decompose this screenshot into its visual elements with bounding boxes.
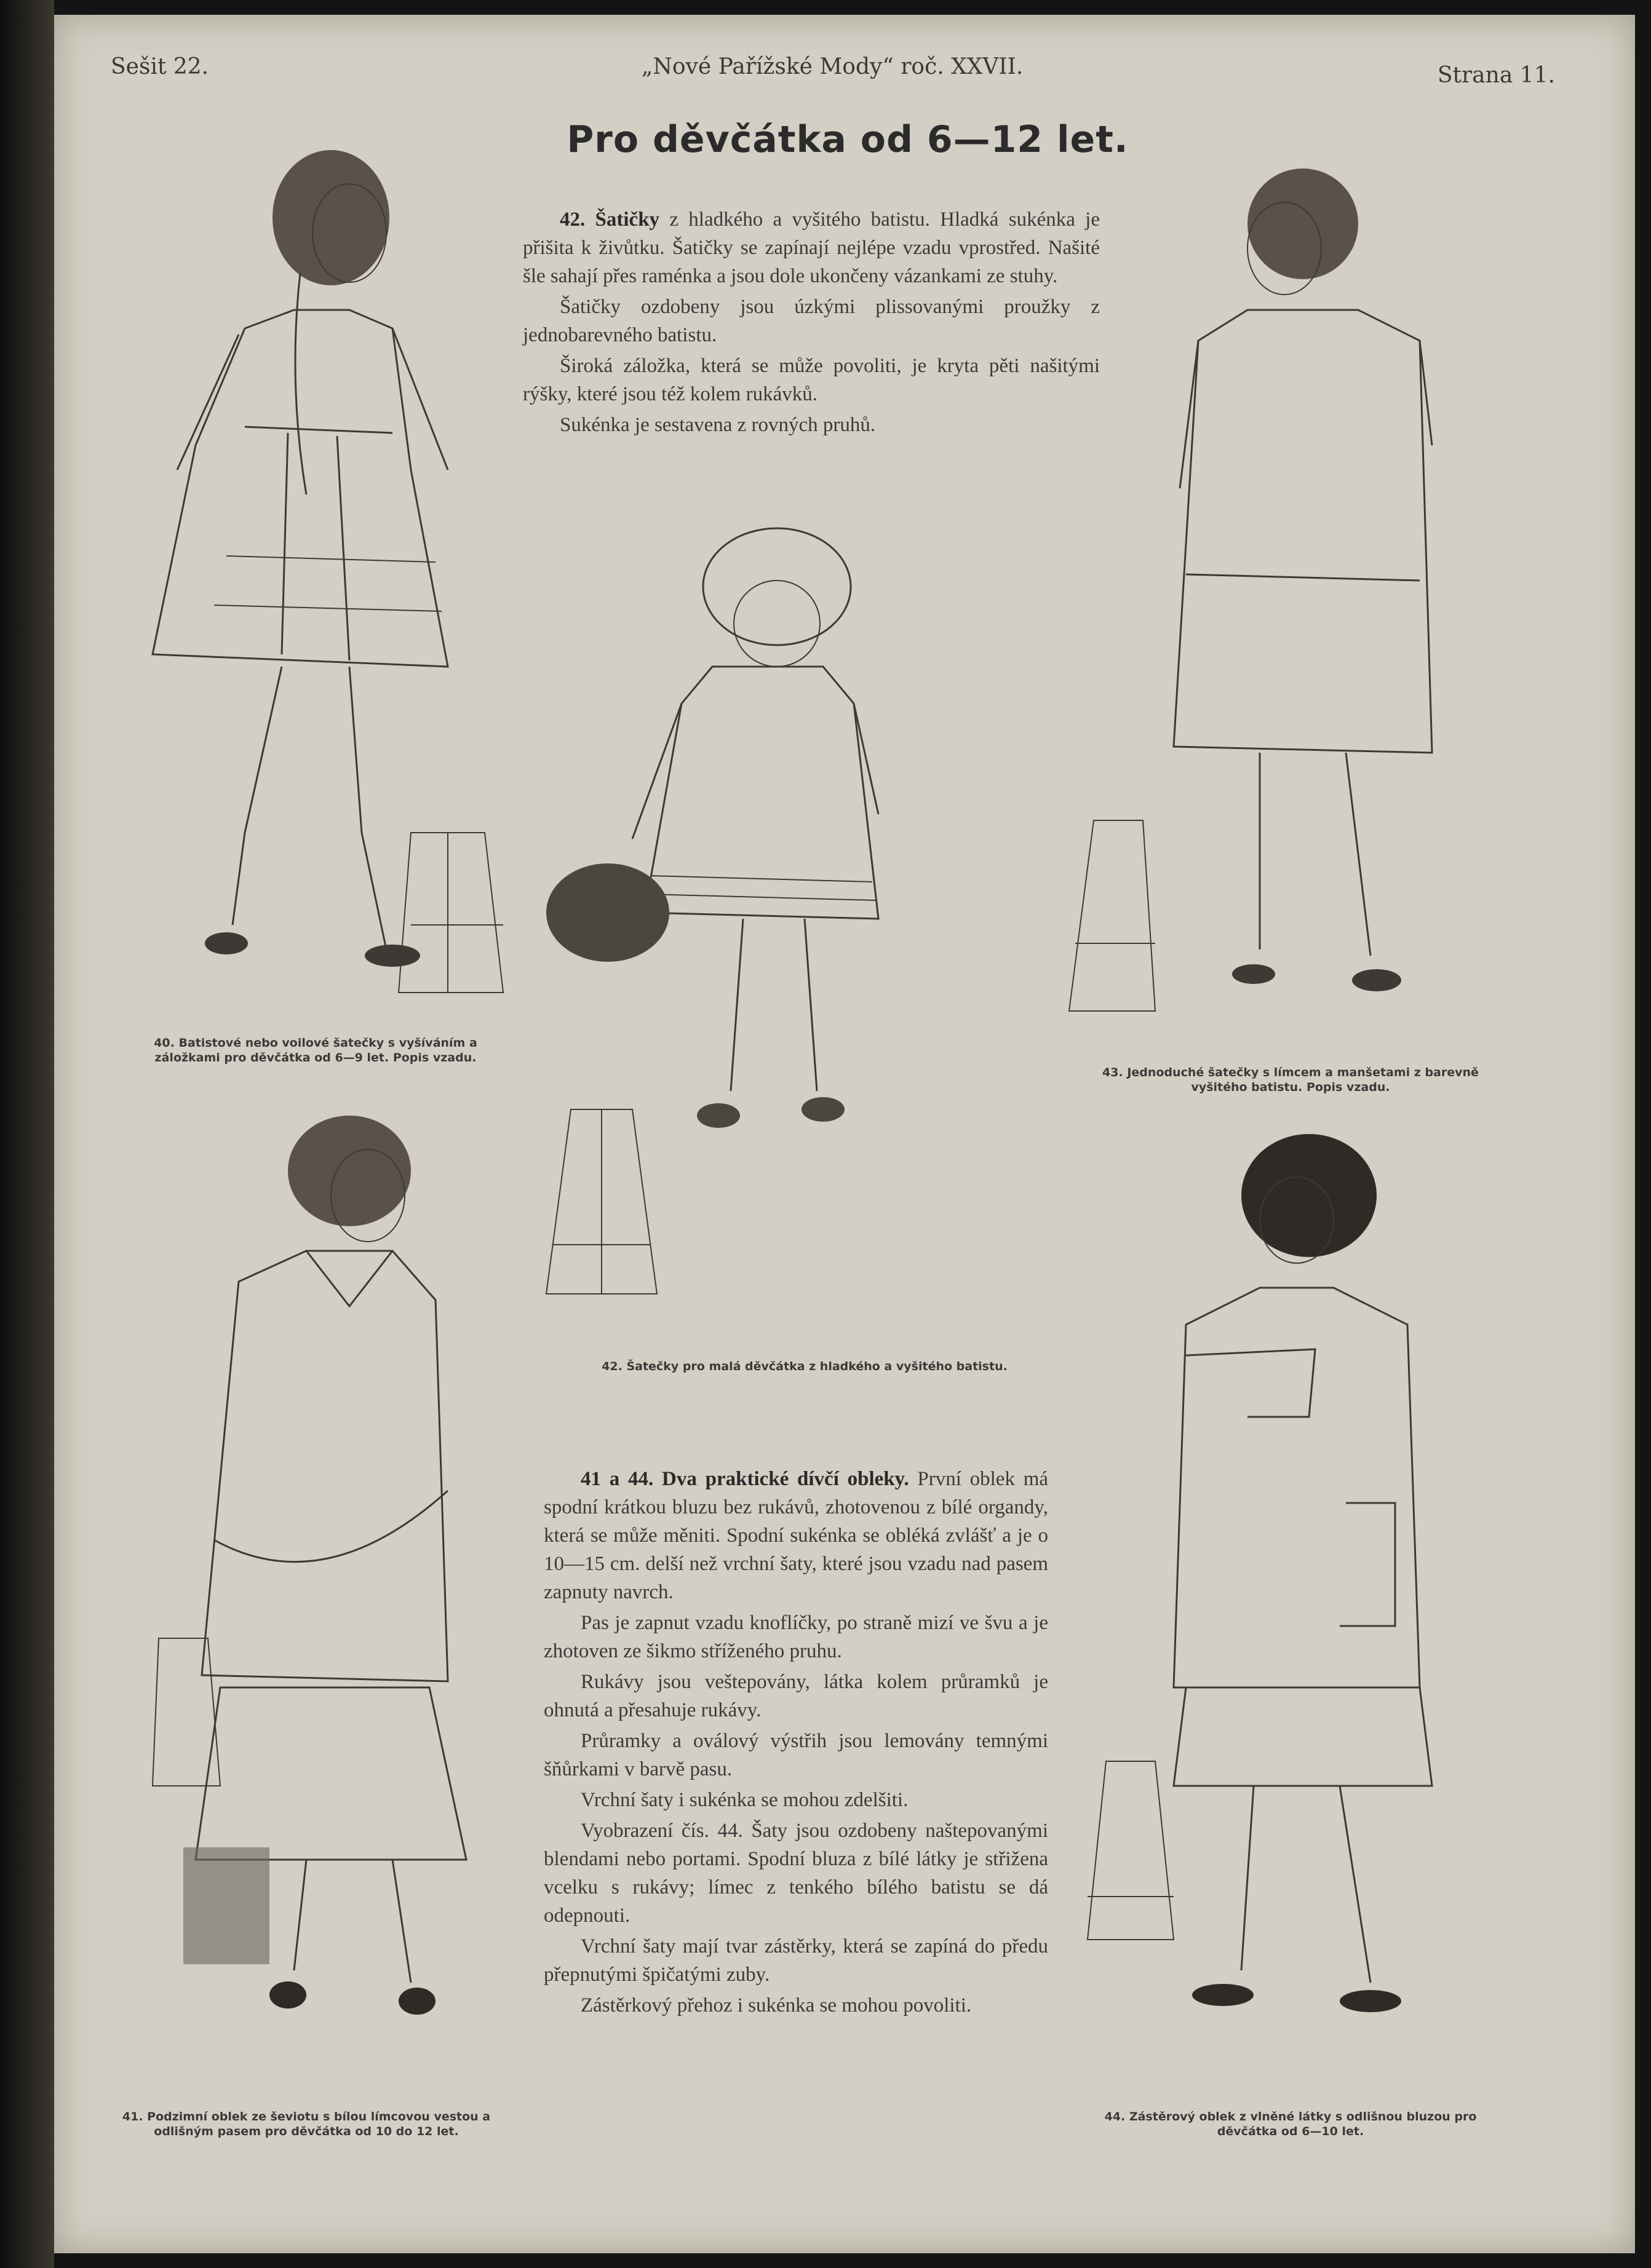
article-41-44 [544, 1465, 1048, 2022]
article-42-p2: Šatičky ozdobeny jsou úzkými plissovanými proužky z jednobarevného batistu. [523, 296, 1100, 346]
header-magazine: „Nové Pařížské Mody“ roč. XXVII. [641, 54, 1024, 79]
article-41-44-p8: Zástěrkový přehoz i sukénka se mohou povoliti. [581, 1994, 972, 2016]
article-42-heading: Šatičky [595, 208, 660, 231]
book-spine [0, 0, 54, 2268]
article-41-44-p5: Vrchní šaty i sukénka se mohou zdelšiti. [581, 1789, 909, 1811]
caption-figure-44: 44. Zástěrový oblek z vlněné látky s odlišnou bluzou pro děvčátka od 6—10 let. [1104, 2110, 1477, 2138]
article-41-44-p2: Pas je zapnut vzadu knoflíčky, po straně mizí ve švu a je zhotoven ze šikmo stříženého pruhu. [544, 1612, 1048, 1662]
header-page-number: Strana 11. [1437, 63, 1555, 88]
article-41-44-p7: Vrchní šaty mají tvar zástěrky, která se zapíná do předu přepnutými špičatými zuby. [544, 1935, 1048, 1986]
caption-figure-43: 43. Jednoduché šatečky s límcem a manšetami z barevně vyšitého batistu. Popis vzadu. [1102, 1066, 1479, 1094]
article-42-p4: Sukénka je sestavena z rovných pruhů. [560, 414, 876, 436]
figure-40-illustration [103, 125, 522, 1011]
caption-figure-41: 41. Podzimní oblek ze ševiotu s bílou límcovou vestou a odlišným pasem pro děvčátka od 10 do 12 let. [122, 2110, 491, 2138]
figure-44-illustration [1051, 1122, 1518, 2063]
article-41-44-p4: Průramky a oválový výstřih jsou lemovány temnými šňůrkami v barvě pasu. [544, 1730, 1048, 1780]
article-42-p3: Široká záložka, která se může povoliti, je kryta pěti našitými rýšky, které jsou též kolem rukávků. [523, 355, 1100, 405]
header-issue: Sešit 22. [111, 54, 209, 79]
article-42 [523, 205, 1100, 442]
article-41-44-heading: Dva praktické dívčí obleky. [662, 1468, 909, 1490]
article-42-num: 42. [560, 208, 586, 231]
figure-42-illustration [534, 519, 1008, 1331]
figure-43-illustration [1051, 156, 1518, 1029]
article-42-p1: z hladkého a vyšitého batistu. Hladká sukénka je přišita k živůtku. Šatičky se zapínají nejlépe vzadu vprostřed. Našité šle sahají přes raménka a jsou dole ukončeny vázankami ze stuhy. [523, 208, 1100, 287]
article-41-44-num: 41 a 44. [581, 1468, 654, 1490]
caption-figure-40: 40. Batistové nebo voilové šatečky s vyšíváním a záložkami pro děvčátka od 6—9 let. Popis vzadu. [154, 1036, 477, 1065]
article-41-44-p1: První oblek má spodní krátkou bluzu bez rukávů, zhotovenou z bílé organdy, která se může měniti. Spodní sukénka se obléká zvlášť a je o 10—15 cm. delší než vrchní šaty, které jsou vzadu nad pasem zapnuty navrch. [544, 1468, 1049, 1603]
article-41-44-p3: Rukávy jsou veštepovány, látka kolem průramků je ohnutá a přesahuje rukávy. [544, 1671, 1048, 1721]
magazine-page [54, 15, 1635, 2253]
article-41-44-p6: Vyobrazení čís. 44. Šaty jsou ozdobeny naštepovanými blendami nebo portami. Spodní bluza z bílé látky je střižena vcelku s rukávy; límec z tenkého bílého batistu se dá odepnouti. [544, 1820, 1048, 1927]
page-title: Pro děvčátka od 6—12 let. [567, 118, 1129, 161]
figure-41-illustration [103, 1097, 522, 2087]
caption-figure-42: 42. Šatečky pro malá děvčátka z hladkého a vyšitého batistu. [602, 1360, 1008, 1373]
